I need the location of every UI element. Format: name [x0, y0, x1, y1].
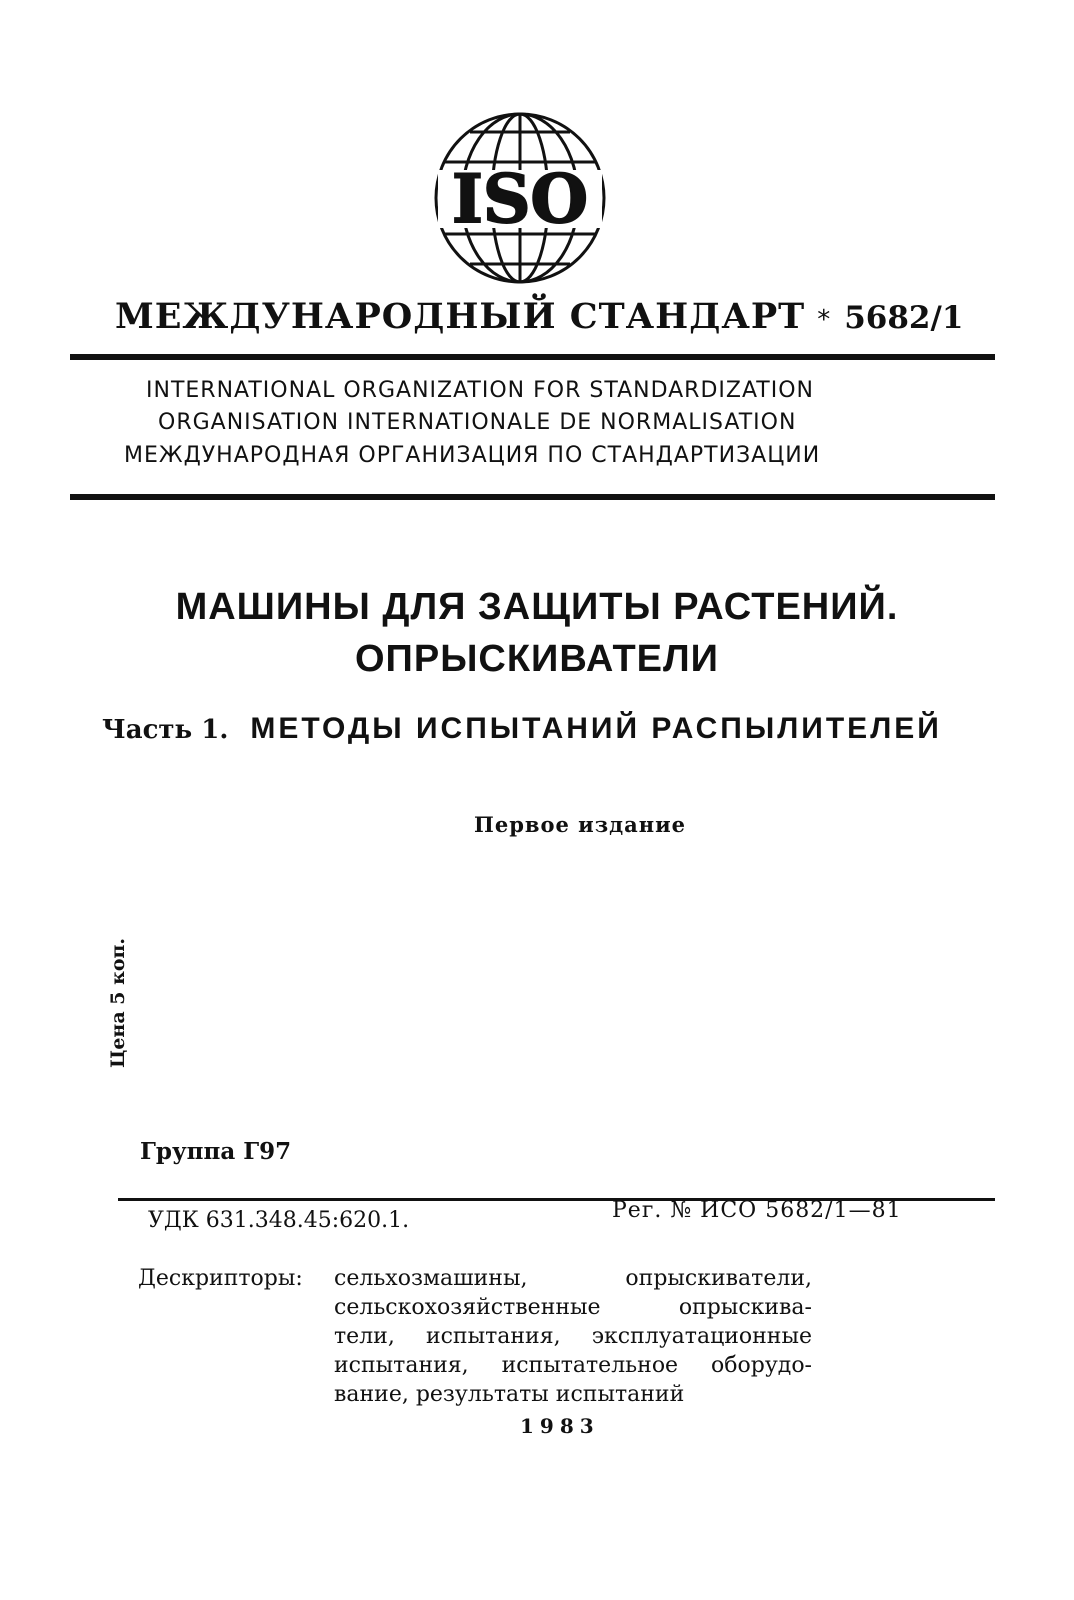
part-text: МЕТОДЫ ИСПЫТАНИЙ РАСПЫЛИТЕЛЕЙ — [250, 712, 942, 745]
standard-number: 5682/1 — [844, 300, 964, 336]
price-label: Цена 5 коп. — [107, 937, 129, 1069]
iso-logo-text: ISO — [451, 160, 589, 238]
org-name-en: INTERNATIONAL ORGANIZATION FOR STANDARDIZATION — [146, 378, 815, 403]
org-name-ru: МЕЖДУНАРОДНАЯ ОРГАНИЗАЦИЯ ПО СТАНДАРТИЗАЦИИ — [124, 443, 821, 468]
part-title — [102, 712, 942, 746]
standard-header — [115, 296, 995, 337]
org-name-fr: ORGANISATION INTERNATIONALE DE NORMALISATION — [158, 410, 797, 435]
document-title-line-2: ОПРЫСКИВАТЕЛИ — [355, 638, 719, 680]
standard-title: МЕЖДУНАРОДНЫЙ СТАНДАРТ — [115, 296, 806, 337]
descriptors-line: вание, результаты испытаний — [334, 1382, 685, 1407]
edition-label: Первое издание — [474, 812, 687, 837]
descriptors-line: испытания, испытательное оборудо- — [334, 1353, 812, 1378]
org-divider — [70, 494, 995, 500]
descriptors-line: сельскохозяйственные опрыскива- — [334, 1295, 812, 1320]
star-mark: * — [817, 305, 831, 335]
top-divider — [70, 354, 995, 360]
document-title-line-1: МАШИНЫ ДЛЯ ЗАЩИТЫ РАСТЕНИЙ. — [175, 586, 899, 628]
part-label: Часть 1. — [102, 715, 229, 745]
descriptors-line: сельхозмашины, опрыскиватели, — [334, 1266, 812, 1291]
descriptors-label: Дескрипторы: — [138, 1266, 303, 1291]
descriptors-line: тели, испытания, эксплуатационные — [334, 1324, 812, 1349]
iso-globe-logo — [430, 108, 610, 288]
publication-year: 1983 — [520, 1414, 600, 1438]
udk-code: УДК 631.348.45:620.1. — [148, 1208, 410, 1233]
group-label: Группа Г97 — [140, 1138, 292, 1165]
registration-number: Рег. № ИСО 5682/1—81 — [612, 1198, 902, 1223]
